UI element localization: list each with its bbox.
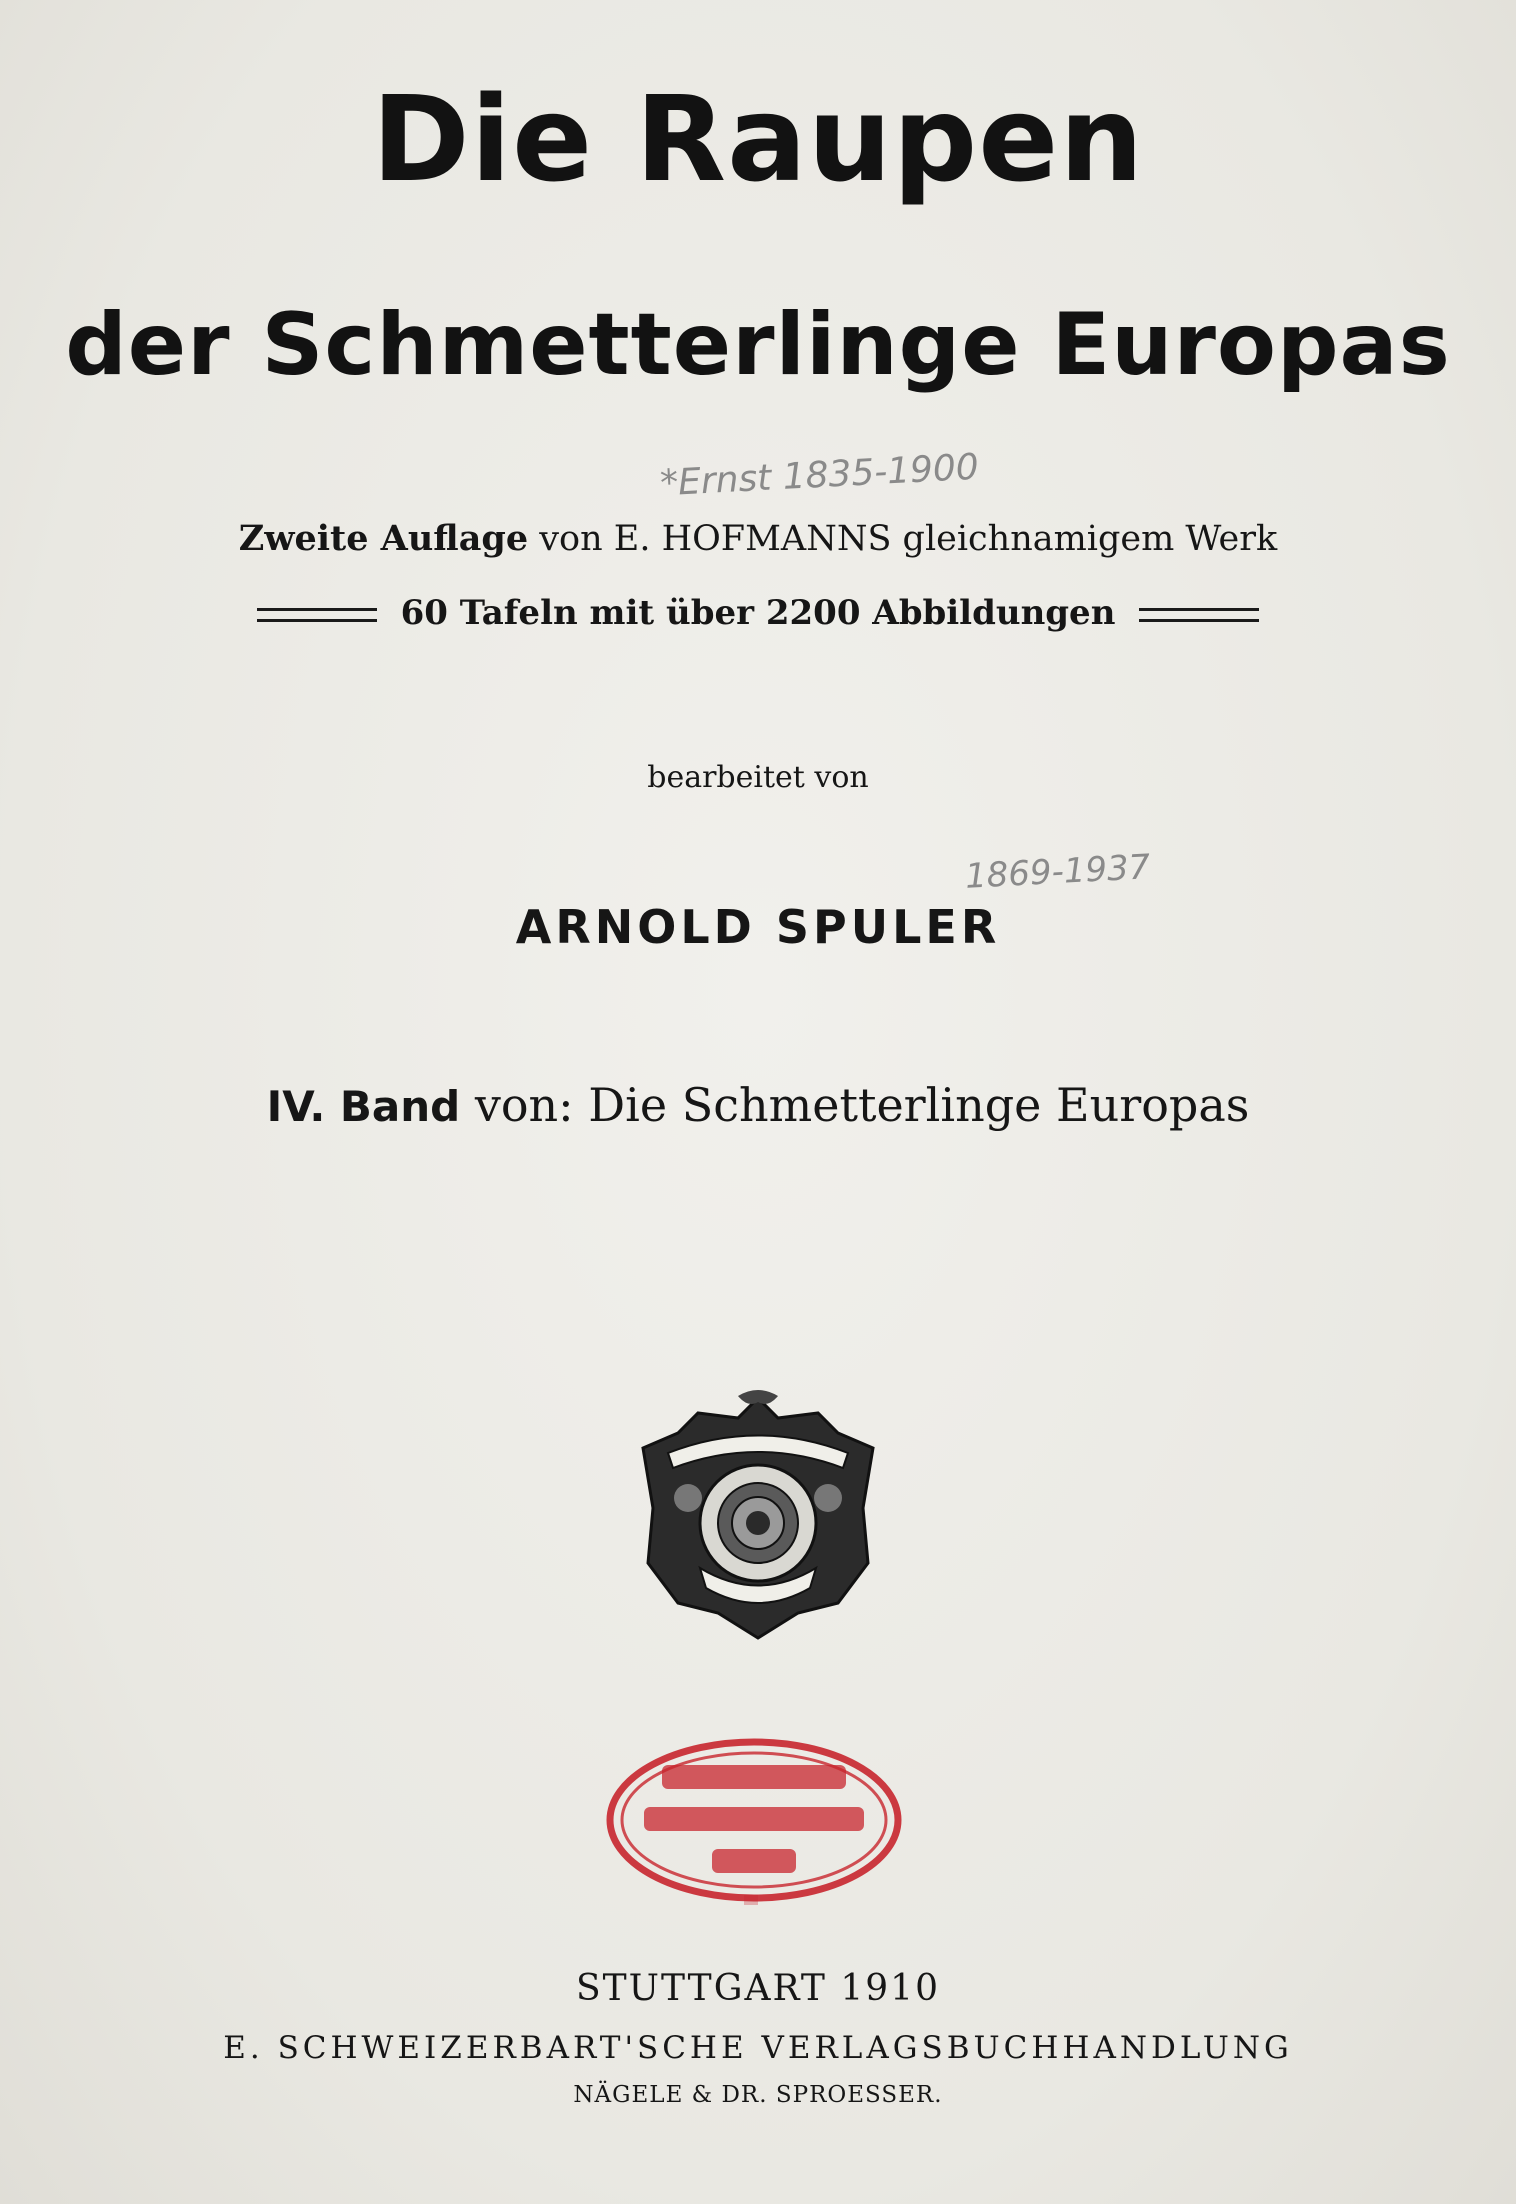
imprint-publisher: E. SCHWEIZERBART'SCHE VERLAGSBUCHHANDLUNG <box>223 2030 1293 2066</box>
title-line-1: Die Raupen <box>371 70 1145 208</box>
imprint-owners: NÄGELE & DR. SPROESSER. <box>573 2082 943 2108</box>
title-line-2: der Schmetterlinge Europas <box>65 295 1451 395</box>
right-double-rule <box>1139 608 1259 622</box>
publisher-logo-icon <box>628 1388 888 1648</box>
plates-text: 60 Tafeln mit über 2200 Abbildungen <box>400 593 1116 633</box>
handwritten-note-author-dates: *Ernst 1835-1900 <box>659 446 980 505</box>
edition-rest: von E. HOFMANNS gleichnamigem Werk <box>528 519 1278 559</box>
volume-rest: von: Die Schmetterlinge Europas <box>460 1078 1250 1132</box>
plates-line <box>0 593 1516 633</box>
handwritten-note-spuler-dates: 1869-1937 <box>964 847 1152 897</box>
volume-line <box>0 1078 1516 1132</box>
byline: bearbeitet von <box>647 760 869 795</box>
library-stamp-icon <box>604 1735 904 1905</box>
edition-line <box>0 518 1516 559</box>
author-name: ARNOLD SPULER <box>515 900 1001 954</box>
volume-bold: IV. Band <box>266 1082 461 1131</box>
edition-bold: Zweite Auflage <box>238 518 529 559</box>
imprint-place-year: STUTTGART 1910 <box>575 1968 940 2009</box>
left-double-rule <box>257 608 377 622</box>
